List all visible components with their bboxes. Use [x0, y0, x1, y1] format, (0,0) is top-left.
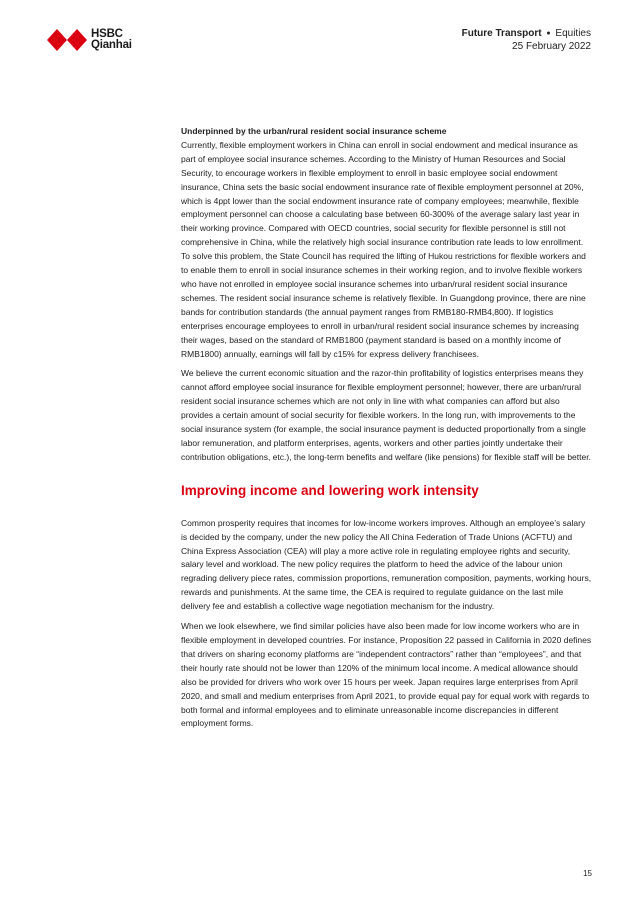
report-section: Equities	[555, 28, 591, 39]
logo-line-qianhai: Qianhai	[91, 39, 132, 51]
header-separator: ●	[546, 30, 551, 37]
report-header	[462, 28, 591, 53]
logo-wordmark	[91, 29, 132, 51]
body-paragraph-2: We believe the current economic situation and the razor-thin profitability of logistics enterprises means they cannot afford employee social insurance for flexible employment personnel; however, there are urban/rural resident social insurance schemes which are not only in line with what companies can afford but also provides a certain amount of social security for flexible workers. In the long run, with improvements to the social insurance system (for example, the social insurance payment is deducted proportionally from a single labor remuneration, and platform enterprises, agents, workers and other parties jointly undertake their contribution obligations, etc.), the long-term benefits and welfare (like pensions) for flexible staff will be better.	[181, 368, 591, 462]
section-heading: Improving income and lowering work intensity	[181, 482, 479, 498]
main-content	[181, 125, 593, 737]
report-date: 25 February 2022	[512, 40, 591, 52]
body-paragraph-3: Common prosperity requires that incomes for low-income workers improves. Although an employee’s salary is decided by the company, under the new policy the All China Federation of Trade Unions (ACFTU) and China Express Association (CEA) will play a more active role in regulating employee rights and security, salary level and workload. The new policy requires the platform to heed the advice of the labour union regrading delivery piece rates, commission proportions, remuneration composition, payments, working hours, rewards and punishments. At the same time, the CEA is required to regulate guidance on the last mile delivery fee and establish a collective wage negotiation mechanism for the industry.	[181, 517, 592, 612]
body-paragraph-4: When we look elsewhere, we find similar policies have also been made for low income workers who are in flexible employment in developed countries. For instance, Proposition 22 passed in California in 2020 defines that drivers on sharing economy platforms are “independent contractors” rather than “employees”, and that their hourly rate should not be lower than 120% of the minimum local income. A medical allowance should also be provided for drivers who work over 15 hours per week. Japan requires large enterprises from April 2020, and small and medium enterprises from April 2021, to provide equal pay for equal work with regards to both formal and informal employees and to eliminate unreasonable income discrepancies in different employment forms.	[181, 621, 592, 729]
report-name: Future Transport	[461, 28, 542, 39]
subheading-social-insurance: Underpinned by the urban/rural resident social insurance scheme	[181, 126, 447, 136]
body-paragraph-1: Currently, flexible employment workers in China can enroll in social endowment and medical insurance as part of employee social insurance schemes. According to the Ministry of Human Resources and Social Security, to encourage workers in flexible employment to enroll in basic employee social endowment insurance, China sets the basic social endowment insurance rate of flexible employment personnel at 20%, which is 4ppt lower than the social endowment insurance rate of company employees; meanwhile, flexible employment personnel can choose a calculating base between 60-300% of the average salary last year in their working province. Compared with OECD countries, social security for flexible personnel is still not comprehensive in China, while the relatively high social insurance contribution rate leads to low enrollment. To solve this problem, the State Council has required the lifting of Hukou restrictions for flexible workers and to enable them to enroll in social insurance schemes in their working region, and to involve flexible workers who have not enrolled in employee social insurance schemes into urban/rural resident social insurance schemes. The resident social insurance scheme is relatively flexible. In Guangdong province, there are nine bands for contribution standards (the annual payment ranges from RMB180-RMB4,800). If logistics enterprises encourage employees to enroll in urban/rural resident social insurance schemes by increasing their wages, based on the standard of RMB1800 (payment standard is based on a monthly income of RMB1800) annually, earnings will fall by c15% for express delivery franchisees.	[181, 139, 586, 359]
hsbc-hexagon-icon	[47, 29, 87, 51]
report-title-line	[462, 28, 591, 41]
hsbc-logo	[47, 29, 132, 51]
page-number: 15	[583, 869, 592, 878]
logo-line-hsbc: HSBC	[91, 28, 123, 40]
